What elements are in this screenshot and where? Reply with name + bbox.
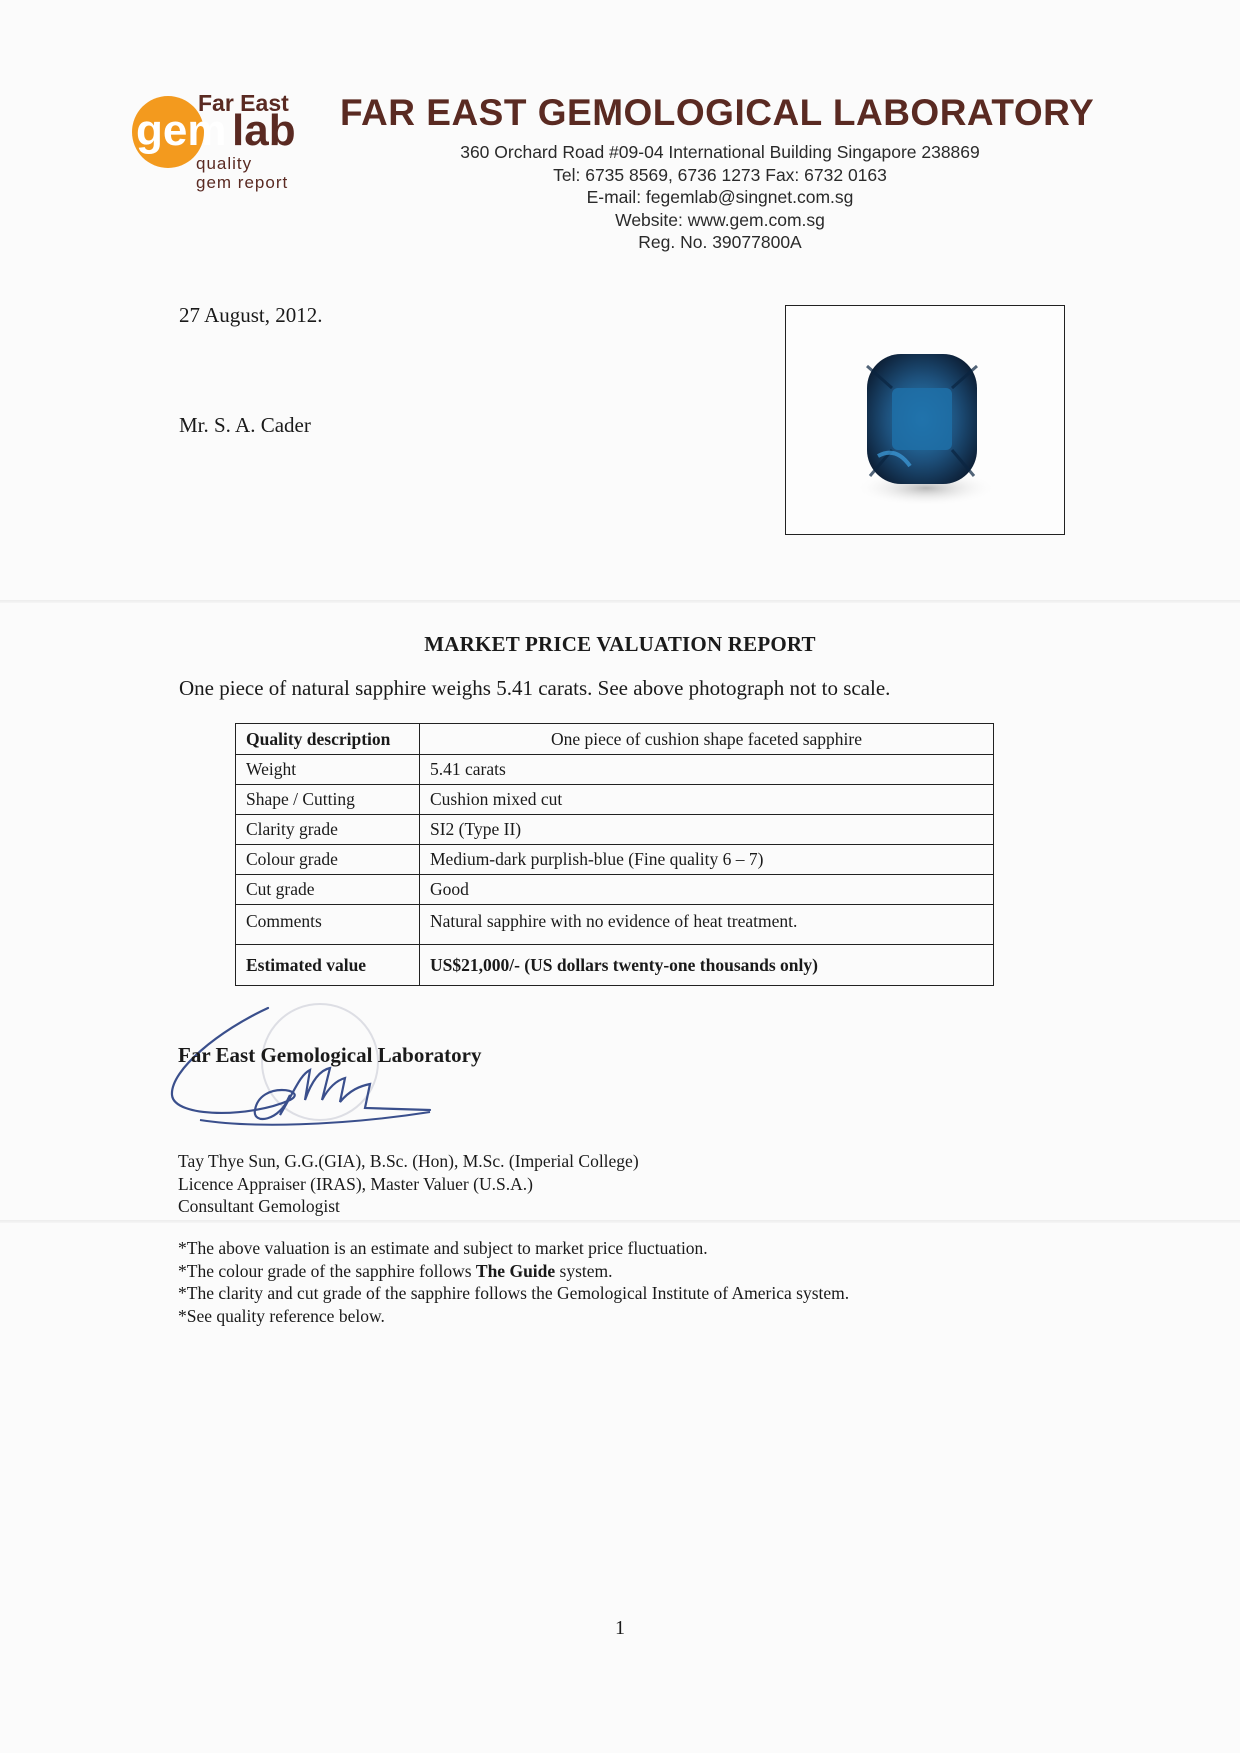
estimated-value-row — [236, 945, 994, 986]
table-row — [236, 845, 994, 875]
row-value: Natural sapphire with no evidence of heat treatment. — [420, 905, 994, 945]
row-label: Colour grade — [236, 845, 420, 875]
logo-lab: lab — [232, 106, 296, 155]
report-title: MARKET PRICE VALUATION REPORT — [424, 632, 816, 656]
paper-fold — [0, 1220, 1240, 1223]
row-label: Clarity grade — [236, 815, 420, 845]
signature-organization: Far East Gemological Laboratory — [178, 1043, 482, 1067]
estimate-label: Estimated value — [236, 945, 420, 986]
gem-photo — [785, 305, 1065, 535]
table-row — [236, 815, 994, 845]
estimate-value: US$21,000/- (US dollars twenty-one thousands only) — [420, 945, 994, 986]
row-value: Cushion mixed cut — [420, 785, 994, 815]
paper-fold — [0, 600, 1240, 603]
note-4: *See quality reference below. — [178, 1305, 385, 1326]
table-row — [236, 875, 994, 905]
lab-address — [400, 141, 1040, 254]
phone-line: Tel: 6735 8569, 6736 1273 Fax: 6732 0163 — [553, 164, 887, 185]
letter-date: 27 August, 2012. — [179, 303, 323, 327]
row-value: 5.41 carats — [420, 755, 994, 785]
quality-table — [235, 723, 994, 986]
table-row — [236, 755, 994, 785]
report-intro: One piece of natural sapphire weighs 5.41 carats. See above photograph not to scale. — [179, 676, 891, 700]
signer-details — [178, 1150, 639, 1218]
note-2-suffix: system. — [555, 1260, 613, 1281]
row-label: Shape / Cutting — [236, 785, 420, 815]
signature-icon — [160, 1000, 440, 1150]
logo-far-east: Far East — [198, 90, 289, 116]
page-number: 1 — [615, 1617, 625, 1639]
note-2-prefix: *The colour grade of the sapphire follows — [178, 1260, 476, 1281]
note-2-bold: The Guide — [475, 1260, 556, 1281]
row-value: Good — [420, 875, 994, 905]
table-row — [236, 905, 994, 945]
footnotes — [178, 1237, 849, 1327]
row-label: Weight — [236, 755, 420, 785]
note-3: *The clarity and cut grade of the sapphire follows the Gemological Institute of America system. — [178, 1283, 850, 1303]
sapphire-image — [786, 306, 1066, 536]
address-line: 360 Orchard Road #09-04 International Building Singapore 238869 — [460, 142, 980, 162]
signer-name: Tay Thye Sun, G.G.(GIA), B.Sc. (Hon), M.Sc. (Imperial College) — [178, 1151, 639, 1171]
logo-gem: gem — [136, 106, 227, 155]
table-header-label: Quality description — [236, 724, 420, 755]
recipient: Mr. S. A. Cader — [179, 413, 311, 437]
signer-role: Consultant Gemologist — [178, 1196, 340, 1216]
note-2 — [178, 1260, 849, 1283]
lab-logo — [130, 88, 320, 198]
row-value: SI2 (Type II) — [420, 815, 994, 845]
row-label: Cut grade — [236, 875, 420, 905]
website-line: Website: www.gem.com.sg — [615, 209, 825, 230]
email-line: E-mail: fegemlab@singnet.com.sg — [586, 187, 854, 207]
table-header-value: One piece of cushion shape faceted sapphire — [420, 724, 994, 755]
registration-line: Reg. No. 39077800A — [638, 232, 802, 252]
table-row — [236, 785, 994, 815]
row-value: Medium-dark purplish-blue (Fine quality 6 – 7) — [420, 845, 994, 875]
note-1: *The above valuation is an estimate and subject to market price fluctuation. — [178, 1238, 708, 1258]
logo-tagline-1: quality — [196, 154, 253, 173]
table-header-row — [236, 724, 994, 755]
logo-tagline-2: gem report — [196, 173, 289, 192]
lab-title: FAR EAST GEMOLOGICAL LABORATORY — [340, 92, 1095, 133]
row-label: Comments — [236, 905, 420, 945]
signer-credentials: Licence Appraiser (IRAS), Master Valuer (U.S.A.) — [178, 1173, 533, 1194]
logo-tagline — [196, 154, 288, 192]
